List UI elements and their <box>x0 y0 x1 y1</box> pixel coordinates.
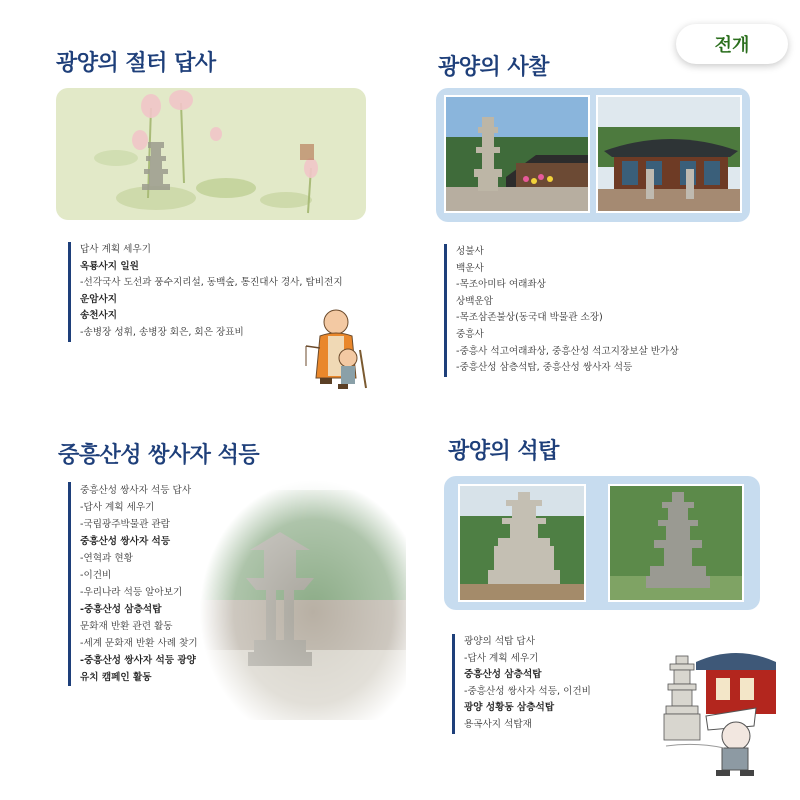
temples-list <box>444 244 679 377</box>
list-item: 광양 성황동 삼층석탑 <box>464 702 555 714</box>
list-item: -연혁과 현황 <box>80 553 133 564</box>
list-item: 옥룡사지 일원 <box>80 260 139 272</box>
list-item: 상백운암 <box>456 295 494 307</box>
list-item: -세계 문화재 반환 사례 찾기 <box>80 638 198 649</box>
list-item: -목조아미타 여래좌상 <box>456 279 546 291</box>
section-title-lantern: 중흥산성 쌍사자 석등 <box>58 443 260 468</box>
list-item: 용곡사지 석탑재 <box>464 718 532 730</box>
list-item: 중흥산성 쌍사자 석등 <box>80 536 171 547</box>
list-item: 성불사 <box>456 246 484 257</box>
list-item: 유치 캠페인 활동 <box>80 672 152 683</box>
list-item: -중흥산성 쌍사자 석등, 이건비 <box>464 685 591 697</box>
list-item: -중흥사 석고여래좌상, 중흥산성 석고지장보살 반가상 <box>456 345 679 357</box>
section-title-temples: 광양의 사찰 <box>438 55 549 80</box>
list-item: -이건비 <box>80 570 112 581</box>
list-item: -송병장 성휘, 송병장 회은, 회은 장표비 <box>80 326 244 338</box>
section-title-temple-sites: 광양의 절터 답사 <box>56 51 216 76</box>
temple-photo-1 <box>444 95 590 213</box>
stone-lantern-photo <box>200 480 406 720</box>
pagodas-list <box>452 634 591 734</box>
lantern-list <box>68 482 198 686</box>
list-item: -목조삼존불상(동국대 박물관 소장) <box>456 312 603 324</box>
pagoda-photo-1 <box>458 484 586 602</box>
section-title-pagodas: 광양의 석탑 <box>448 439 559 464</box>
list-item: 운암사지 <box>80 293 118 305</box>
list-item: -중흥산성 삼층석탑, 중흥산성 쌍사자 석등 <box>456 362 633 374</box>
expand-button[interactable]: 전개 <box>676 24 788 64</box>
list-item: -중흥산성 쌍사자 석등 광양 <box>80 655 196 666</box>
list-item: -우리나라 석등 알아보기 <box>80 587 183 598</box>
list-item: -답사 계획 세우기 <box>80 502 155 513</box>
temple-photo-2 <box>596 95 742 213</box>
list-item: 중흥사 <box>456 328 484 340</box>
list-item: -선각국사 도선과 풍수지리설, 동백숲, 통진대사 경사, 탑비전지 <box>80 277 343 289</box>
list-item: -중흥산성 삼층석탑 <box>80 604 162 615</box>
pagoda-photo-2 <box>608 484 744 602</box>
list-item: -답사 계획 세우기 <box>464 652 539 664</box>
list-item: -국립광주박물관 관람 <box>80 519 170 530</box>
list-item: 광양의 석탑 답사 <box>464 636 535 647</box>
list-item: 문화재 반환 관련 활동 <box>80 621 173 632</box>
list-item: 중흥산성 삼층석탑 <box>464 669 542 681</box>
list-item: 중흥산성 쌍사자 석등 답사 <box>80 485 192 496</box>
lotus-illustration <box>56 88 366 220</box>
monk-illustration <box>296 306 376 392</box>
pagoda-boy-illustration <box>636 630 776 780</box>
list-item: 답사 계획 세우기 <box>80 244 151 255</box>
list-item: 백운사 <box>456 262 484 274</box>
list-item: 송천사지 <box>80 310 118 322</box>
